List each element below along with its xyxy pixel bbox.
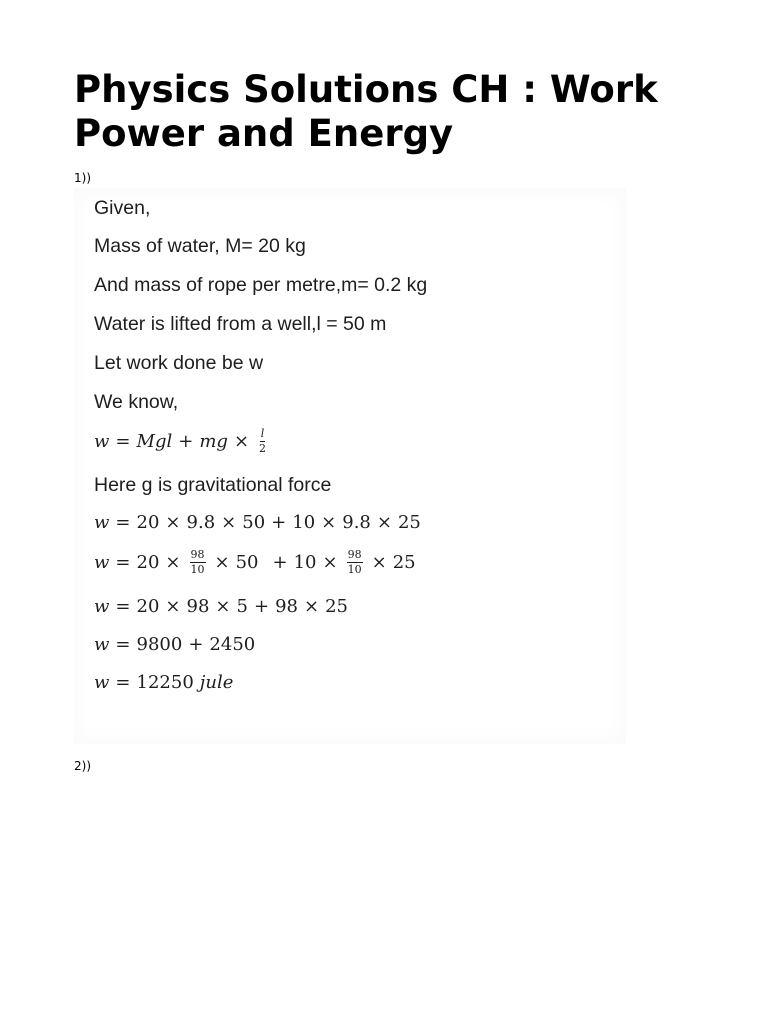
- work-done-line: Let work done be w: [94, 352, 264, 374]
- fraction-98-over-10: $\frac{98}{10}$: [347, 547, 362, 576]
- equation-simplified: w = 20 × 98 × 5 + 98 × 25: [94, 595, 348, 617]
- well-depth-line: Water is lifted from a well,l = 50 m: [94, 313, 387, 335]
- fraction-98-over-10: $\frac{98}{10}$: [190, 547, 205, 576]
- question-label-1: 1)): [74, 171, 91, 185]
- fraction-l-over-2: $\frac{l}{2}$: [259, 426, 267, 455]
- equation-result: w = 12250 jule: [94, 671, 234, 693]
- given-line: Given,: [94, 197, 151, 219]
- question-label-2: 2)): [74, 759, 91, 773]
- equation-fraction-form: w = 20 × $\frac{98}{10}$ × 50 + 10 × $\frac{98}{10}$ × 25: [94, 547, 416, 576]
- equation-substitution: w = 20 × 9.8 × 50 + 10 × 9.8 × 25: [94, 511, 421, 533]
- mass-of-rope-line: And mass of rope per metre,m= 0.2 kg: [94, 274, 428, 296]
- gravitational-force-line: Here g is gravitational force: [94, 474, 332, 496]
- mass-of-water-line: Mass of water, M= 20 kg: [94, 235, 306, 257]
- equation-sum: w = 9800 + 2450: [94, 633, 256, 655]
- equation-work-formula: w = M g l + m g × $\frac{l}{2}$: [94, 426, 267, 455]
- page-title: Physics Solutions CH : Work Power and Energy: [74, 68, 658, 155]
- solution-image-1: [74, 188, 626, 744]
- we-know-line: We know,: [94, 391, 179, 413]
